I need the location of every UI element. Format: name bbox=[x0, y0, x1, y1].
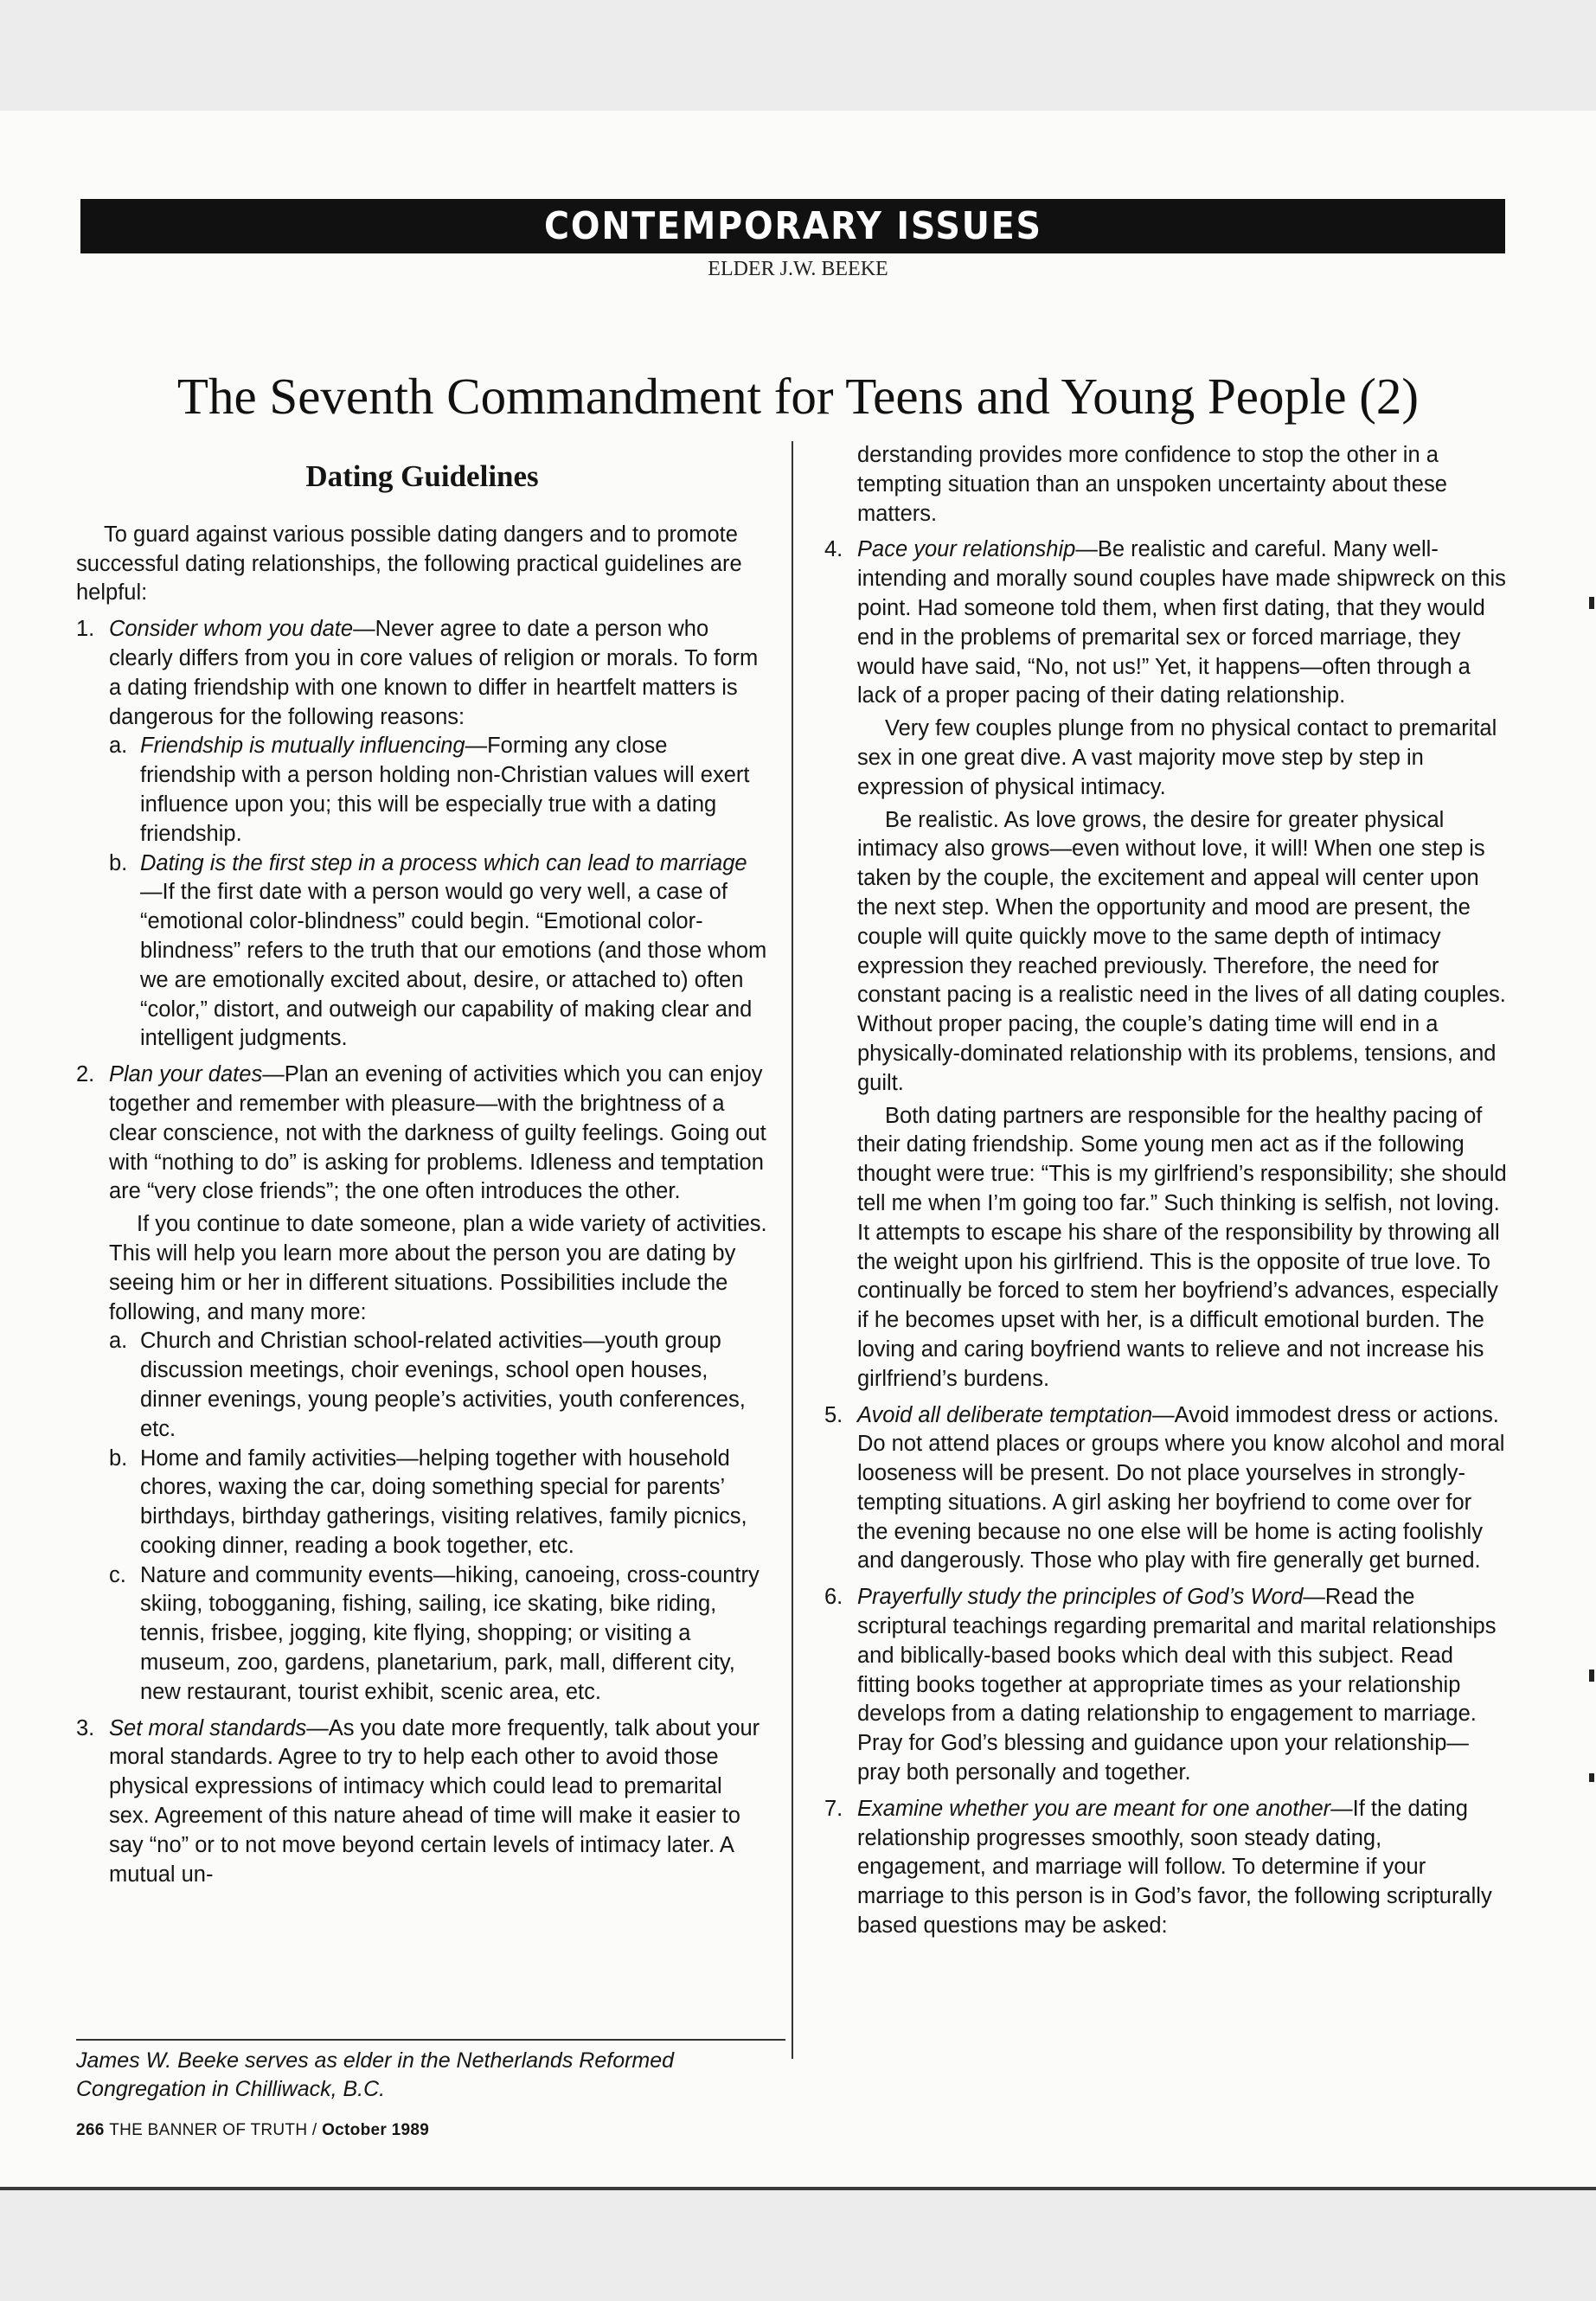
guideline-item-1 bbox=[76, 615, 768, 1054]
item-paragraph: Both dating partners are responsible for the healthy pacing of their dating friendship. Some young men act as if the following thought were true: “This is my girlfriend’s responsibility; she should tell me when I’m going too far.” Such thinking is selfish, not loving. It attempts to escape his share of the responsibility by throwing all the weight upon his girlfriend. This is the opposite of true love. To continually be forced to stem her boyfriend’s advances, especially if he becomes upset with her, is a difficult emotional burden. The loving and caring boyfriend wants to relieve and not increase his girlfriend’s burdens. bbox=[857, 1103, 1507, 1391]
sub-item-c: c. Nature and community events—hiking, canoeing, cross-country skiing, tobogganing, fishing, sailing, ice skating, bike riding, tennis, frisbee, jogging, kite flying, shopping; or visiting a museum, zoo, gardens, planetarium, park, mall, different city, new restaurant, tourist exhibit, scenic area, etc. bbox=[109, 1562, 760, 1704]
sub-list bbox=[109, 1327, 768, 1707]
item-title: Plan your dates bbox=[109, 1062, 263, 1087]
section-banner bbox=[80, 199, 1505, 253]
footnote-rule bbox=[76, 2039, 785, 2041]
section-heading: Dating Guidelines bbox=[305, 459, 539, 493]
guideline-item-7 bbox=[824, 1795, 1508, 1941]
item-text: Prayerfully study the principles of God’s Word—Read the scriptural teachings regarding premarital and marital relationships and biblically-based books which deal with this subject. Read fitting books together at appropriate times as your relationship develops from a dating relationship to engagement to marriage. Pray for God’s blessing and guidance upon your relationship—pray both personally and together. bbox=[857, 1585, 1497, 1785]
sub-item-title: Dating is the first step in a process which can lead to marriage bbox=[140, 850, 747, 875]
item-text: Set moral standards—As you date more frequently, talk about your moral standards. Agree to try to help each other to avoid those physical expressions of intimacy which could lead to premarital sex. Agreement of this nature ahead of time will make it easier to say “no” or to not move beyond certain levels of intimacy later. A mutual un- bbox=[109, 1715, 760, 1887]
guideline-item-3 bbox=[76, 1715, 768, 1890]
item-title: Examine whether you are meant for one another bbox=[857, 1796, 1331, 1821]
item-title: Set moral standards bbox=[109, 1715, 307, 1740]
item-number: 2. bbox=[76, 1062, 95, 1087]
edge-mark bbox=[1589, 1670, 1594, 1682]
item-title: Avoid all deliberate temptation bbox=[857, 1402, 1153, 1427]
edge-mark bbox=[1589, 1773, 1594, 1782]
item-paragraph: If you continue to date someone, plan a wide variety of activities. This will help you learn more about the person you are dating by seeing him or her in different situations. Possibilities include the following, and many more: bbox=[109, 1212, 767, 1324]
item-text: Plan your dates—Plan an evening of activities which you can enjoy together and remember with pleasure—with the brightness of a clear conscience, not with the darkness of guilty feelings. Going out with “nothing to do” is asking for problems. Idleness and temptation are “very close friends”; the one often introduces the other. bbox=[109, 1062, 766, 1204]
item-paragraph: Be realistic. As love grows, the desire for greater physical intimacy also grows—even without love, it will! When one step is taken by the couple, the excitement and appeal will center upon the next step. When the opportunity and mood are present, the couple will quite quickly move to the same depth of intimacy expression they reached previously. Therefore, the need for constant pacing is a realistic need in the lives of all dating couples. Without proper pacing, the couple’s dating time will end in a physically-dominated relationship with its problems, tensions, and guilt. bbox=[857, 807, 1506, 1095]
page-number: 266 bbox=[76, 2121, 105, 2139]
sub-list bbox=[109, 732, 768, 1054]
item-text: Avoid all deliberate temptation—Avoid immodest dress or actions. Do not attend places or groups where you know alcohol and moral looseness will be present. Do not place yourselves in strongly-tempting situations. A girl asking her boyfriend to come over for the evening because no one else will be home is acting foolishly and dangerously. Those who play with fire generally get burned. bbox=[857, 1402, 1505, 1574]
guideline-item-6 bbox=[824, 1583, 1508, 1788]
sub-item-b: b. Home and family activities—helping together with household chores, waxing the car, doing something special for parents’ birthdays, birthday gatherings, visiting relatives, family picnics, cooking dinner, reading a book together, etc. bbox=[109, 1445, 747, 1558]
page-folio bbox=[76, 2121, 429, 2140]
guideline-item-4 bbox=[824, 535, 1508, 1394]
banner-text: CONTEMPORARY ISSUES bbox=[543, 204, 1042, 248]
sub-item-b: b. Dating is the first step in a process which can lead to marriage—If the first date with a person would go very well, a case of “emotional color-blindness” could begin. “Emotional color-blindness” refers to the truth that our emotions (and those whom we are emotionally excited about, desire, or attached to) often “color,” distort, and outweigh our capability of making clear and intelligent judgments. bbox=[109, 850, 767, 1051]
item-number: 6. bbox=[824, 1585, 843, 1610]
page-bottom-rule bbox=[0, 2187, 1596, 2190]
article-title: The Seventh Commandment for Teens and Young People (2) bbox=[176, 368, 1420, 425]
item-text: Examine whether you are meant for one another—If the dating relationship progresses smoothly, soon steady dating, engagement, and marriage will follow. To determine if your marriage to this person is in God’s favor, the following scripturally based questions may be asked: bbox=[857, 1796, 1492, 1939]
intro-paragraph: To guard against various possible dating dangers and to promote successful dating relationships, the following practical guidelines are helpful: bbox=[76, 522, 742, 606]
continued-text: derstanding provides more confidence to stop the other in a tempting situation than an unspoken uncertainty about these matters. bbox=[857, 443, 1447, 526]
author-footnote: James W. Beeke serves as elder in the Netherlands Reformed Congregation in Chilliwack, B.C. bbox=[76, 2048, 675, 2101]
item-title: Pace your relationship bbox=[857, 537, 1076, 562]
sub-item-title: Friendship is mutually influencing bbox=[140, 734, 465, 759]
item-title: Consider whom you date bbox=[109, 617, 354, 642]
item-paragraph: Very few couples plunge from no physical contact to premarital sex in one great dive. A vast majority move step by step in expression of physical intimacy. bbox=[857, 716, 1497, 799]
edge-mark bbox=[1589, 597, 1594, 609]
item-number: 3. bbox=[76, 1715, 95, 1740]
sub-item-a: a. Church and Christian school-related activities—youth group discussion meetings, choir evenings, school open houses, dinner evenings, young people’s activities, youth conferences, etc. bbox=[109, 1329, 746, 1441]
right-column bbox=[824, 441, 1508, 1941]
left-column bbox=[76, 441, 768, 1889]
guideline-item-5 bbox=[824, 1401, 1508, 1577]
author-byline: ELDER J.W. BEEKE bbox=[708, 258, 888, 280]
sub-item-a: a. Friendship is mutually influencing—Forming any close friendship with a person holding non-Christian values will exert influence upon you; this will be especially true with a dating friendship. bbox=[109, 734, 750, 846]
item-number: 4. bbox=[824, 537, 843, 562]
issue-date: October 1989 bbox=[322, 2121, 430, 2139]
item-number: 5. bbox=[824, 1402, 843, 1427]
publication-name: THE BANNER OF TRUTH / bbox=[109, 2121, 317, 2139]
guideline-item-2 bbox=[76, 1061, 768, 1708]
column-divider bbox=[792, 441, 793, 2059]
item-text: Pace your relationship—Be realistic and careful. Many well-intending and morally sound couples have made shipwreck on this point. Had someone told them, when first dating, that they would end in the problems of premarital sex or forced marriage, they would have said, “No, not us!” Yet, it happens—often through a lack of a proper pacing of their dating relationship. bbox=[857, 537, 1506, 708]
item-text: Consider whom you date—Never agree to date a person who clearly differs from you in core values of religion or morals. To form a dating friendship with one known to differ in heartfelt matters is dangerous for the following reasons: bbox=[109, 617, 759, 729]
item-number: 7. bbox=[824, 1796, 843, 1821]
item-number: 1. bbox=[76, 617, 95, 642]
item-title: Prayerfully study the principles of God’s Word bbox=[857, 1585, 1304, 1610]
